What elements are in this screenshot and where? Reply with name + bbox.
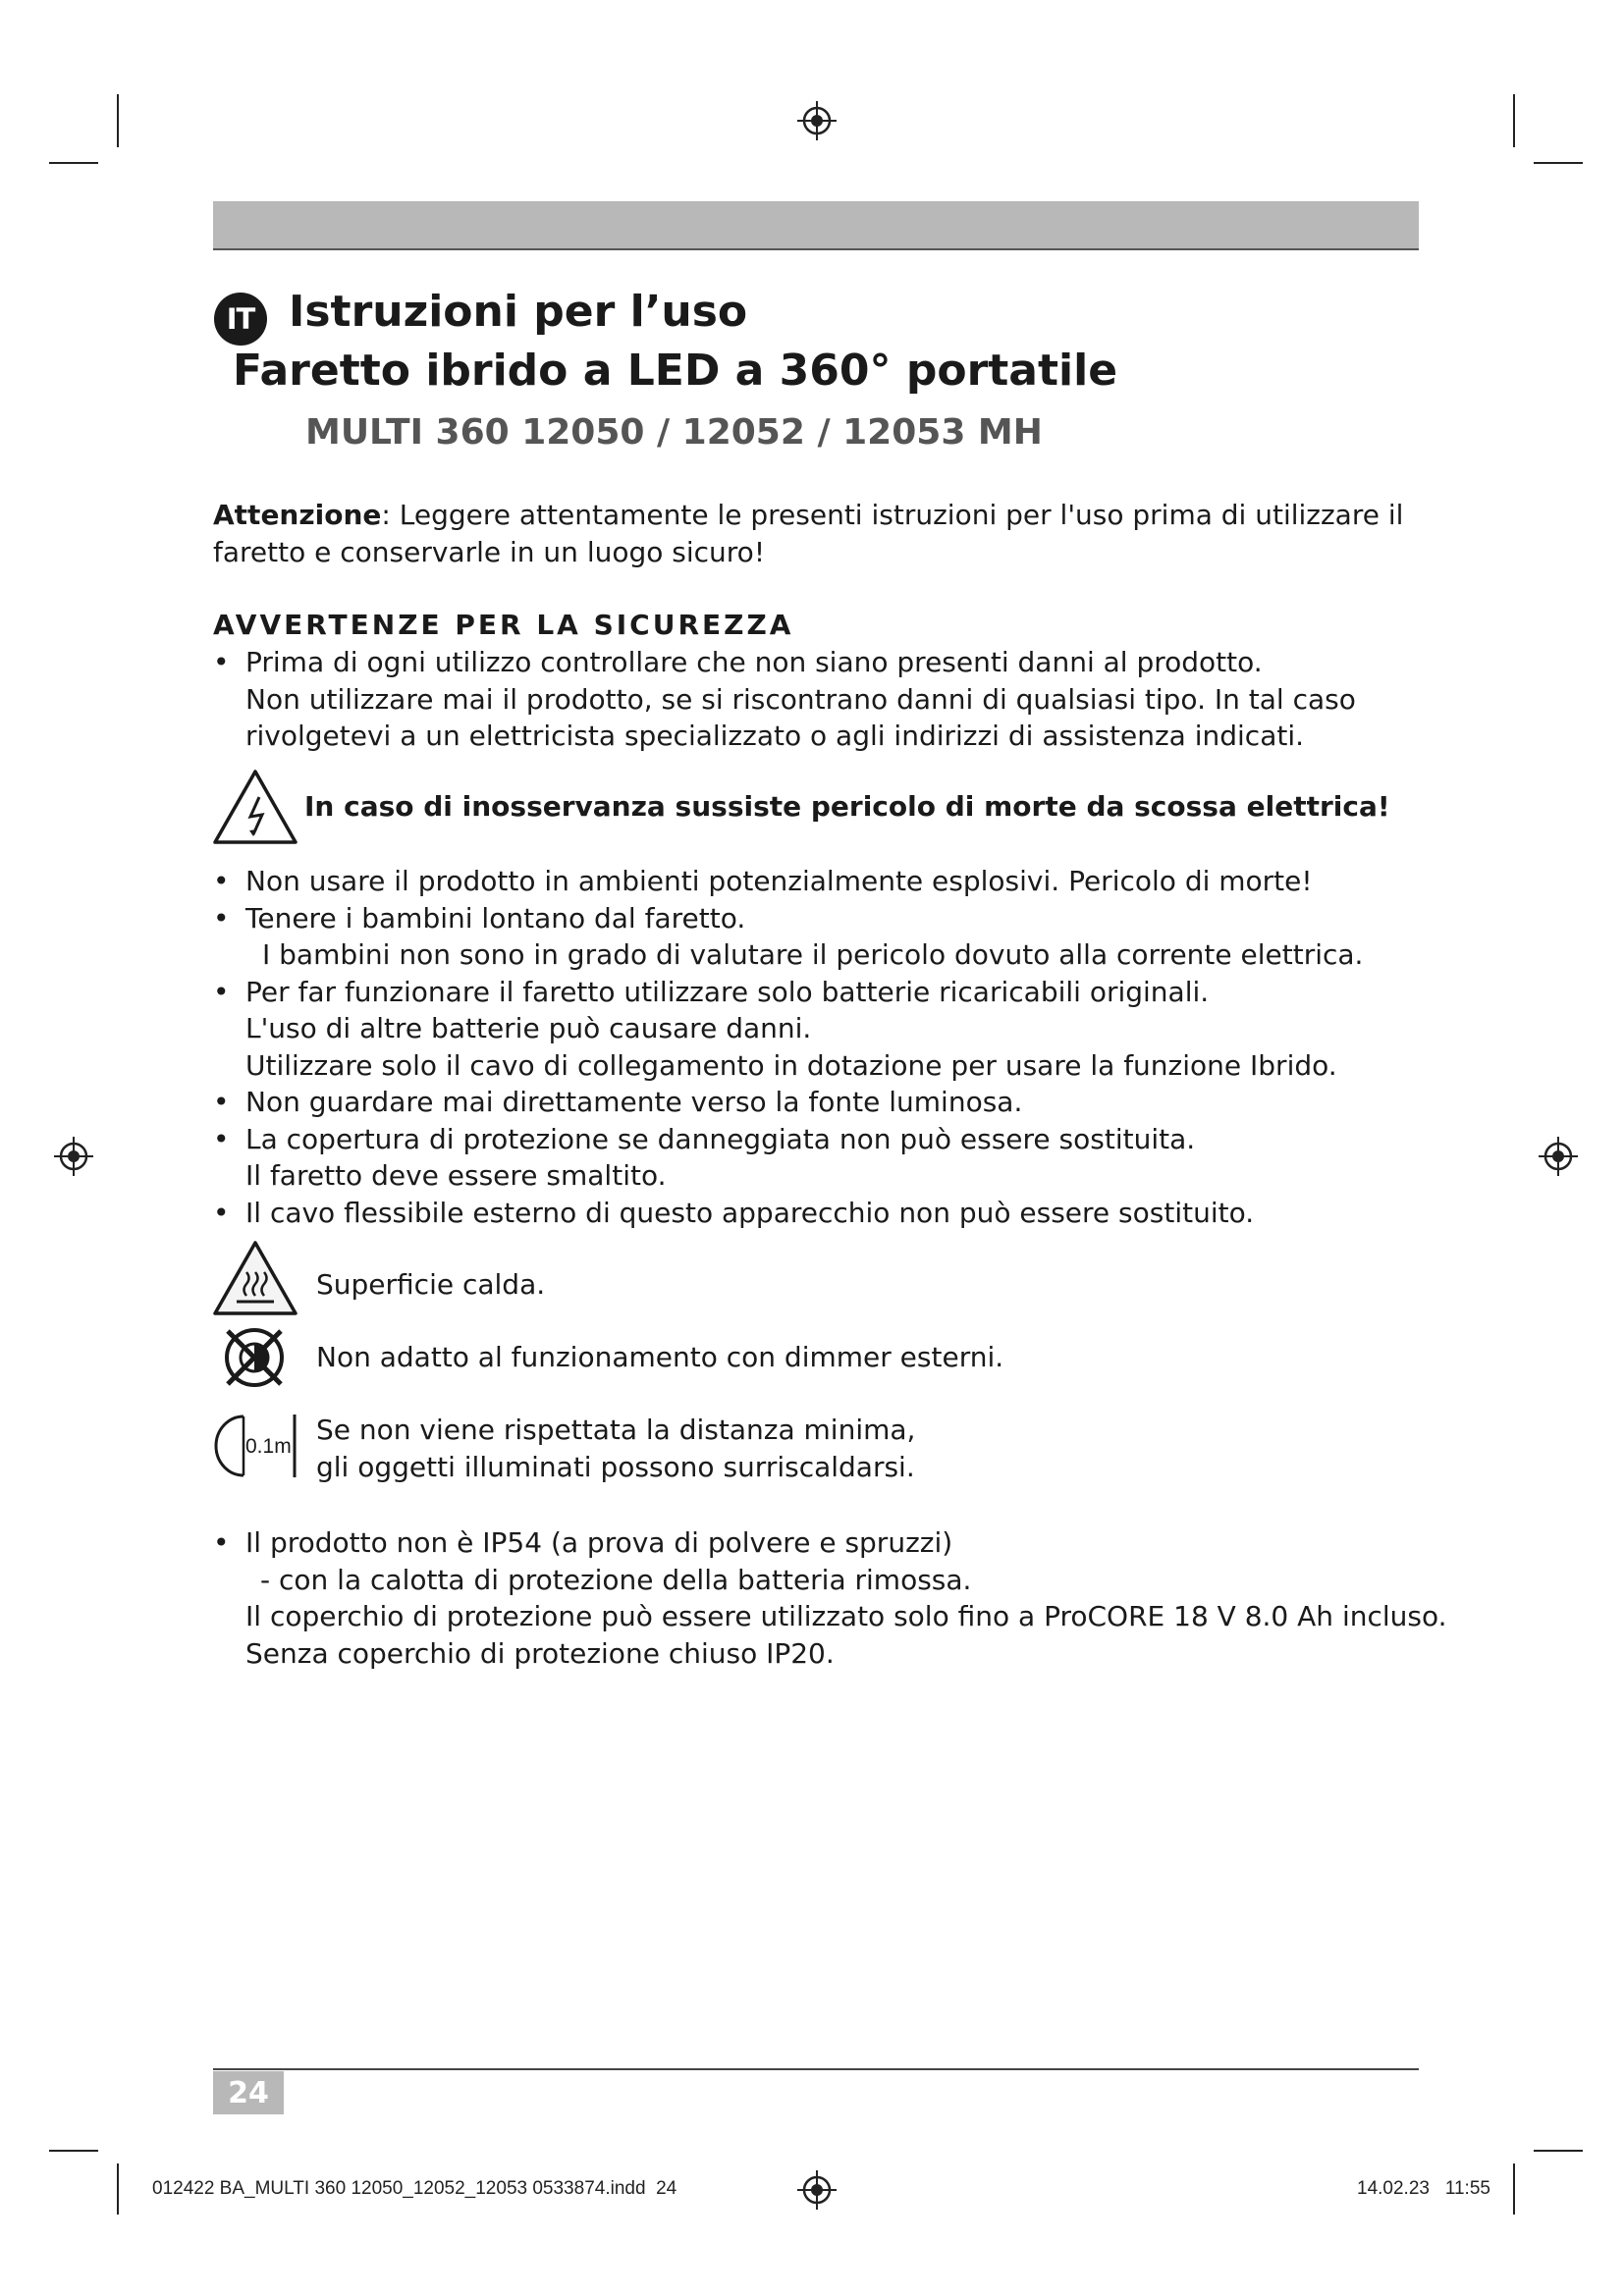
list-item bbox=[213, 974, 1431, 1011]
bullet: • bbox=[213, 865, 230, 897]
electric-shock-warning: In caso di inosservanza sussiste pericolo di morte da scossa elettrica! bbox=[304, 790, 1390, 823]
list-item-text: Senza coperchio di protezione chiuso IP20. bbox=[245, 1636, 835, 1670]
crop-mark bbox=[1534, 162, 1583, 164]
ip-bullet bbox=[213, 1524, 1447, 1672]
list-item bbox=[213, 644, 1431, 681]
slug-time: 11:55 bbox=[1444, 2178, 1490, 2199]
hot-surface-text: Superficie calda. bbox=[316, 1268, 546, 1301]
min-distance-line: Se non viene rispettata la distanza minima, bbox=[316, 1414, 916, 1446]
slug-page: 24 bbox=[656, 2178, 677, 2199]
registration-mark-icon bbox=[1539, 1137, 1578, 1176]
print-slug-date bbox=[1357, 2178, 1490, 2200]
footer-rule bbox=[213, 2068, 1419, 2070]
attention-text: faretto e conservarle in un luogo sicuro! bbox=[213, 536, 766, 568]
attention-text: : Leggere attentamente le presenti istruzioni per l'uso prima di utilizzare il bbox=[381, 499, 1404, 531]
list-item bbox=[213, 863, 1431, 900]
min-distance-text bbox=[316, 1412, 915, 1486]
list-item-text: Prima di ogni utilizzo controllare che non siano presenti danni al prodotto. bbox=[245, 646, 1263, 678]
no-dimmer-text: Non adatto al funzionamento con dimmer esterni. bbox=[316, 1341, 1004, 1373]
crop-mark bbox=[49, 162, 98, 164]
section-heading: AVVERTENZE PER LA SICUREZZA bbox=[213, 609, 794, 641]
list-item-text: Non usare il prodotto in ambienti potenzialmente esplosivi. Pericolo di morte! bbox=[245, 865, 1313, 897]
product-title: Faretto ibrido a LED a 360° portatile bbox=[233, 346, 1118, 396]
bullet: • bbox=[213, 901, 230, 934]
min-distance-icon bbox=[210, 1411, 298, 1481]
no-dimmer-icon bbox=[220, 1323, 289, 1392]
registration-mark-icon bbox=[54, 1137, 93, 1176]
registration-mark-icon bbox=[797, 101, 837, 140]
list-item-text: I bambini non sono in grado di valutare il pericolo dovuto alla corrente elettrica. bbox=[262, 938, 1364, 971]
crop-mark bbox=[117, 2163, 119, 2215]
page-title: Istruzioni per l’uso bbox=[289, 287, 748, 337]
list-item bbox=[213, 900, 1431, 937]
min-distance-line: gli oggetti illuminati possono surriscaldarsi. bbox=[316, 1451, 915, 1483]
bullet: • bbox=[213, 646, 230, 678]
crop-mark bbox=[117, 94, 119, 147]
attention-paragraph bbox=[213, 497, 1403, 571]
bullet: • bbox=[213, 1122, 230, 1155]
list-item-text: Non utilizzare mai il prodotto, se si riscontrano danni di qualsiasi tipo. In tal caso bbox=[245, 682, 1356, 716]
safety-first-bullet bbox=[213, 644, 1431, 755]
electric-shock-warning-icon bbox=[211, 768, 299, 846]
list-item-text: Il prodotto non è IP54 (a prova di polvere e spruzzi) bbox=[245, 1526, 953, 1559]
list-item-text: Per far funzionare il faretto utilizzare solo batterie ricaricabili originali. bbox=[245, 975, 1210, 1008]
list-item-text: Utilizzare solo il cavo di collegamento in dotazione per usare la funzione Ibrido. bbox=[245, 1048, 1337, 1082]
list-item-text: L'uso di altre batterie può causare danni. bbox=[245, 1012, 812, 1044]
crop-mark bbox=[1534, 2150, 1583, 2152]
registration-mark-icon bbox=[797, 2170, 837, 2210]
list-item-text: Tenere i bambini lontano dal faretto. bbox=[245, 901, 746, 934]
hot-surface-icon bbox=[211, 1239, 299, 1317]
list-item-text: Il cavo flessibile esterno di questo apparecchio non può essere sostituito. bbox=[245, 1196, 1255, 1229]
bullet: • bbox=[213, 1196, 230, 1229]
header-bar bbox=[213, 201, 1419, 250]
page-number: 24 bbox=[213, 2071, 284, 2114]
language-badge: IT bbox=[214, 293, 267, 346]
list-item-text: rivolgetevi a un elettricista specializzato o agli indirizzi di assistenza indicati. bbox=[245, 720, 1305, 752]
slug-filename: 012422 BA_MULTI 360 12050_12052_12053 0533874.indd bbox=[152, 2178, 646, 2199]
list-item bbox=[213, 1121, 1431, 1158]
list-item-text: Il coperchio di protezione può essere utilizzato solo fino a ProCORE 18 V 8.0 Ah incluso. bbox=[245, 1600, 1447, 1632]
crop-mark bbox=[1513, 94, 1515, 147]
crop-mark bbox=[1513, 2163, 1515, 2215]
bullet: • bbox=[213, 1086, 230, 1118]
list-item bbox=[213, 1084, 1431, 1121]
list-item-text: Il faretto deve essere smaltito. bbox=[245, 1159, 667, 1192]
print-slug-file bbox=[152, 2178, 677, 2200]
list-item-text: La copertura di protezione se danneggiata non può essere sostituita. bbox=[245, 1122, 1196, 1155]
slug-date: 14.02.23 bbox=[1357, 2178, 1430, 2199]
list-item bbox=[213, 1195, 1431, 1232]
attention-label: Attenzione bbox=[213, 499, 382, 531]
bullet: • bbox=[213, 975, 230, 1008]
list-item bbox=[213, 1524, 1431, 1562]
min-distance-label: 0.1m bbox=[245, 1435, 292, 1458]
list-item-text: Non guardare mai direttamente verso la fonte luminosa. bbox=[245, 1086, 1023, 1118]
model-number: MULTI 360 12050 / 12052 / 12053 MH bbox=[305, 412, 1043, 453]
bullet: • bbox=[213, 1526, 230, 1559]
list-item-text: - con la calotta di protezione della batteria rimossa. bbox=[260, 1563, 972, 1596]
crop-mark bbox=[49, 2150, 98, 2152]
safety-bullet-list bbox=[213, 863, 1431, 1231]
